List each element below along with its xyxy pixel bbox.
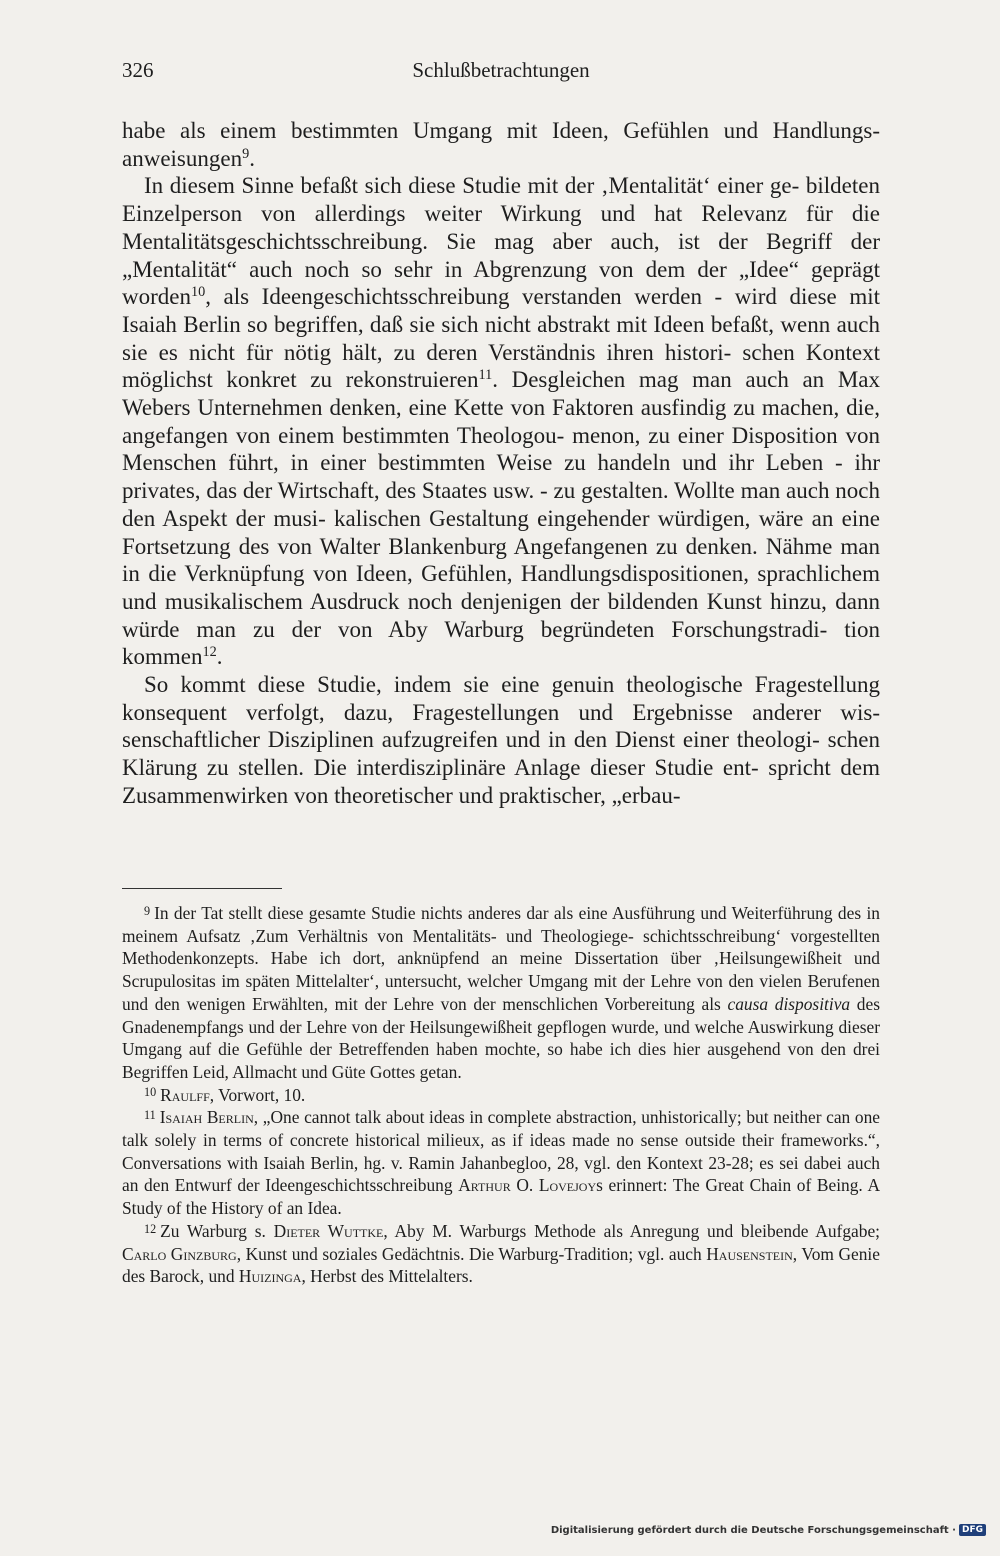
footnote-12-text-c: , Kunst und soziales Gedächtnis. Die Warburg-Tradition; vgl. auch — [236, 1243, 707, 1264]
footnote-10-text: , Vorwort, 10. — [209, 1084, 306, 1105]
paragraph-2-part-a: In diesem Sinne befaßt sich diese Studie mit der ‚Mentalität‘ einer ge- bildeten Einzelperson von allerdings weiter Wirkung und hat Relevanz für die Mentalitätsgeschichtsschreibung. Sie mag aber auch, ist der Begriff der „Mentalität“ auch noch so sehr in Abgrenzung von dem der „Idee“ geprägt worden — [122, 173, 880, 310]
footnote-9-mark: 9 — [144, 903, 151, 918]
footnote-11-text-a: , „One cannot talk about ideas in complete abstraction, unhistorically; but neither can one talk solely in terms of concrete historical milieux, as if ideas made no sense outside their frameworks.“, Conversations with Isaiah Berlin, hg. v. Ramin Jahanbegloo, 28, vgl. den Kontext 23-28; es sei dabei auch an den Entwurf der Ideengeschichtsschreibung — [122, 1107, 881, 1196]
footnote-12 — [122, 1220, 880, 1288]
paragraph-2 — [122, 172, 880, 671]
footnote-11-author-2: Arthur O. Lovejoy — [458, 1175, 597, 1196]
footnote-9-text-b: des Gnadenempfangs und der Lehre von der Heilsungewißheit gepflogen wurde, und welche Auswirkung dieser Umgang auf die Gefühle der Betreffenden haben mochte, so habe ich dies hier ausgehend von den drei Begriffen Leid, Allmacht und Güte Gottes getan. — [122, 993, 880, 1082]
footnote-12-text-e: , Herbst des Mittelalters. — [301, 1266, 473, 1287]
footnote-12-mark: 12 — [144, 1221, 157, 1236]
paragraph-2-part-c: . Desgleichen mag man auch an Max Webers Unternehmen denken, eine Kette von Faktoren ausfindig zu machen, die, angefangen von einem bestimmten Theologou- menon, zu einer Disposition von Menschen führt, in einer bestimmten Weise zu handeln und ihr Leben - ihr privates, das der Wirtschaft, des Staates usw. - zu gestalten. Wollte man auch noch den Aspekt der musi- kalischen Gestaltung eingehender würdigen, wäre an eine Fortsetzung des von Walter Blankenburg Angefangenen zu denken. Nähme man in die Verknüpfung von Ideen, Gefühlen, Handlungsdispositionen, sprachlichem und musikalischem Ausdruck noch denjenigen der bildenden Kunst hinzu, dann würde man zu der von Aby Warburg begründeten Forschungstradi- tion kommen — [122, 367, 880, 670]
footnote-11-text-b: s erinnert: The Great Chain of Being. A Study of the History of an Idea. — [122, 1175, 881, 1219]
footnote-12-text-b: , Aby M. Warburgs Methode als Anregung und bleibende Aufgabe; — [383, 1220, 880, 1241]
footnote-12-author-2: Carlo Ginzburg — [122, 1243, 237, 1264]
footnote-11-mark: 11 — [144, 1108, 156, 1123]
footnote-ref-10: 10 — [190, 284, 206, 301]
footnote-ref-9: 9 — [242, 145, 250, 162]
footnote-9 — [122, 902, 880, 1084]
footnote-10-author: Raulff — [160, 1084, 210, 1105]
footnote-12-text-a: Zu Warburg s. — [160, 1220, 274, 1241]
paragraph-3: So kommt diese Studie, indem sie eine genuin theologische Fragestellung konsequent verfolgt, dazu, Fragestellungen und Ergebnisse anderer wis- senschaftlicher Disziplinen aufzugreifen und in den Dienst einer theologi- schen Klärung zu stellen. Die interdisziplinäre Anlage dieser Studie ent- spricht dem Zusammenwirken von theoretischer und praktischer, „erbau- — [122, 672, 880, 808]
paragraph-1-end: . — [249, 145, 255, 171]
page-header — [122, 58, 880, 90]
footnote-11-author-1: Isaiah Berlin — [159, 1107, 254, 1128]
footnote-divider — [122, 888, 282, 889]
paragraph-1 — [122, 117, 880, 172]
paragraph-1-text: habe als einem bestimmten Umgang mit Ideen, Gefühlen und Handlungs- anweisungen — [122, 118, 880, 171]
page-number: 326 — [122, 58, 154, 82]
footnote-ref-11: 11 — [478, 367, 493, 384]
footnotes — [122, 902, 880, 1288]
body-text — [122, 117, 880, 810]
footnote-12-author-3: Hausenstein — [706, 1243, 793, 1264]
footnote-12-author-1: Dieter Wuttke — [273, 1220, 384, 1241]
paragraph-2-part-b: , als Ideengeschichtsschreibung verstanden werden - wird diese mit Isaiah Berlin so begriffen, daß sie sich nicht abstrakt mit Ideen befaßt, wenn auch sie es nicht für nötig hält, zu deren Verständnis ihren histori- schen Kontext möglichst konkret zu rekonstruieren — [122, 284, 880, 393]
digitization-credit — [551, 1524, 986, 1536]
footnote-12-text-d: , Vom Genie des Barock, und — [122, 1243, 880, 1287]
running-head: Schlußbetrachtungen — [412, 58, 590, 82]
footnote-10-mark: 10 — [144, 1085, 157, 1100]
dfg-logo-icon: DFG — [959, 1524, 986, 1536]
footnote-9-text-a: In der Tat stellt diese gesamte Studie nichts anderes dar als eine Ausführung und Weiterführung des in meinem Aufsatz ‚Zum Verhältnis von Mentalitäts- und Theologiege- schichtsschreibung‘ vorgestellten Methodenkonzepts. Habe ich dort, anknüpfend an meine Dissertation über ‚Heilsungewißheit und Scrupulositas im späten Mittelalter‘, untersucht, welcher Umgang mit der Lehre von den vielen Berufenen und den wenigen Erwählten, mit der Lehre von der menschlichen Vorbereitung als — [122, 903, 880, 1014]
footnote-10 — [122, 1084, 880, 1107]
footnote-ref-12: 12 — [202, 644, 217, 661]
paragraph-2-end: . — [216, 644, 223, 670]
footnote-9-italic: causa dispositiva — [727, 993, 851, 1014]
footnote-11 — [122, 1106, 880, 1220]
digitization-credit-text: Digitalisierung gefördert durch die Deutsche Forschungsgemeinschaft · — [550, 1524, 956, 1536]
footnote-12-author-4: Huizinga — [238, 1266, 302, 1287]
